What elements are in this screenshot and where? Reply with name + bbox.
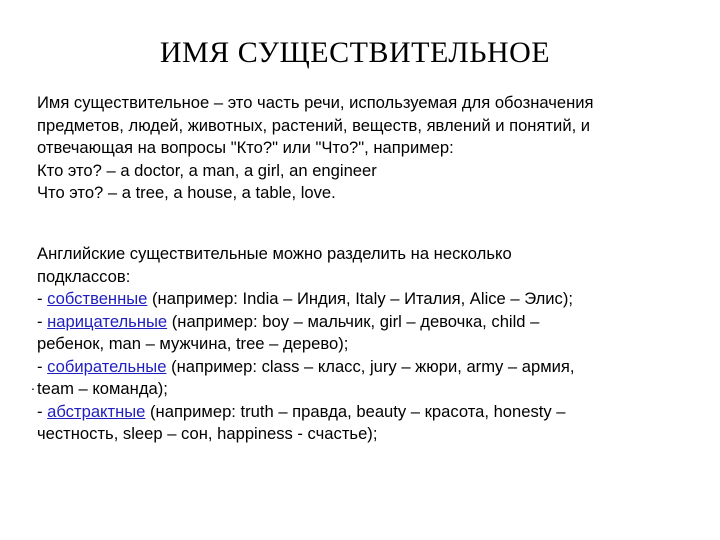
- definition-paragraph: [37, 92, 687, 205]
- abstract-nouns-link[interactable]: абстрактные: [47, 401, 146, 421]
- subclasses-intro: [37, 243, 687, 266]
- list-item-continuation: ребенок, man – мужчина, tree – дерево);: [37, 334, 349, 353]
- list-item-common-nouns: [37, 311, 687, 334]
- list-dash: -: [37, 311, 48, 331]
- list-item-collective-nouns: [37, 356, 687, 379]
- definition-text: – это часть речи, используемая для обозначения: [209, 93, 594, 112]
- definition-term: Имя существительное: [37, 93, 210, 112]
- list-item-text: (например: boy – мальчик, girl – девочка, child –: [167, 311, 540, 331]
- proper-nouns-link[interactable]: собственные: [47, 289, 148, 308]
- list-item-text: (например: truth – правда, beauty – красота, honesty –: [145, 401, 566, 421]
- list-item-continuation: честность, sleep – сон, happiness - счастье);: [37, 424, 378, 443]
- definition-line: отвечающая на вопросы "Кто?" или "Что?", например:: [37, 138, 454, 157]
- collective-nouns-link[interactable]: собирательные: [47, 356, 167, 376]
- subclasses-text: можно разделить на несколько: [267, 244, 512, 263]
- list-item-text: (например: class – класс, jury – жюри, army – армия,: [166, 356, 575, 376]
- list-dash: -: [37, 401, 48, 421]
- list-dash: -: [37, 289, 48, 308]
- list-dash: -: [37, 356, 48, 376]
- definition-line: [37, 92, 687, 115]
- common-nouns-link[interactable]: нарицательные: [47, 311, 168, 331]
- definition-line: предметов, людей, животных, растений, веществ, явлений и понятий, и: [37, 115, 591, 135]
- stray-dot: .: [31, 377, 35, 393]
- subclasses-term: Английские существительные: [37, 244, 268, 263]
- list-item-proper-nouns: [37, 288, 687, 311]
- list-item-abstract-nouns: [37, 401, 687, 424]
- example-who-line: Кто это? – a doctor, a man, a girl, an engineer: [37, 160, 377, 180]
- page-title: ИМЯ СУЩЕСТВИТЕЛЬНОЕ: [159, 36, 551, 69]
- subclasses-paragraph: [37, 243, 687, 446]
- subclasses-intro-cont: подклассов:: [37, 266, 131, 286]
- example-what-line: Что это? – a tree, a house, a table, love.: [37, 183, 336, 202]
- list-item-continuation: team – команда);: [37, 379, 168, 398]
- list-item-text: (например: India – Индия, Italy – Италия, Alice – Элис);: [147, 289, 573, 308]
